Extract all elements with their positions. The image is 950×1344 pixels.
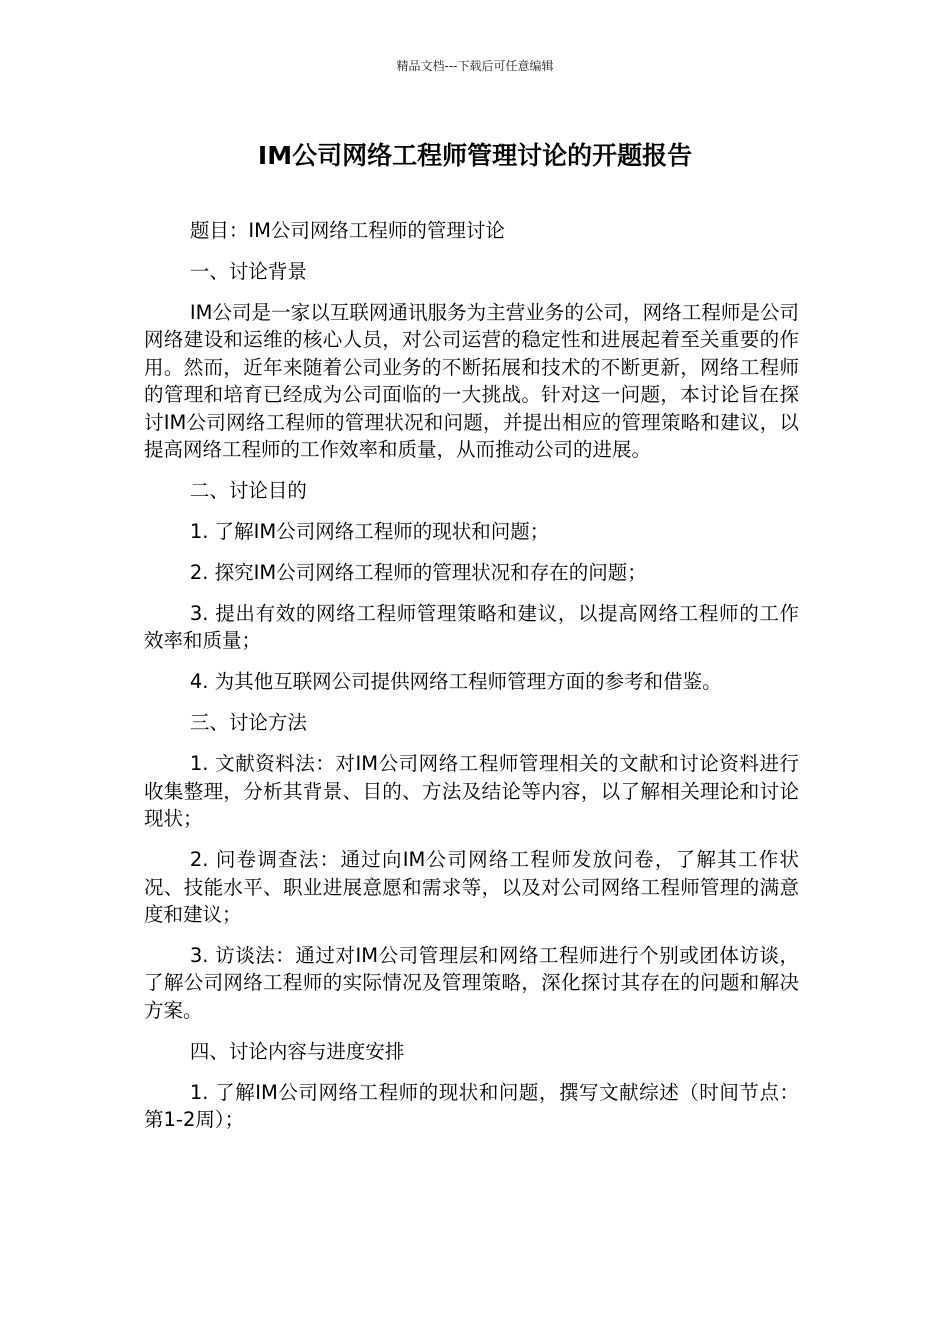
header-note: 精品文档---下载后可任意编辑: [396, 59, 554, 73]
background-paragraph: IM公司是一家以互联网通讯服务为主营业务的公司，网络工程师是公司网络建设和运维的核心人员，对公司运营的稳定性和进展起着至关重要的作用。然而，近年来随着公司业务的不断拓展和技术的不断更新，网络工程师的管理和培育已经成为公司面临的一大挑战。针对这一问题，本讨论旨在探讨IM公司网络工程师的管理状况和问题，并提出相应的管理策略和建议，以提高网络工程师的工作效率和质量，从而推动公司的进展。: [144, 301, 799, 462]
purpose-item: 4. 为其他互联网公司提供网络工程师管理方面的参考和借鉴。: [189, 670, 722, 694]
method-item: 1. 文献资料法：对IM公司网络工程师管理相关的文献和讨论资料进行收集整理，分析其背景、目的、方法及结论等内容，以了解相关理论和讨论现状；: [144, 752, 799, 831]
purpose-item: 1. 了解IM公司网络工程师的现状和问题；: [189, 520, 550, 544]
subject-line: 题目：IM公司网络工程师的管理讨论: [189, 219, 505, 242]
document-title: IM公司网络工程师管理讨论的开题报告: [257, 141, 693, 170]
section-heading-background: 一、讨论背景: [189, 260, 307, 283]
section-heading-methods: 三、讨论方法: [189, 711, 307, 735]
section-heading-schedule: 四、讨论内容与进度安排: [189, 1039, 405, 1063]
section-heading-purpose: 二、讨论目的: [189, 479, 307, 503]
purpose-item: 2. 探究IM公司网络工程师的管理状况和存在的问题；: [189, 561, 647, 585]
purpose-item: 3. 提出有效的网络工程师管理策略和建议，以提高网络工程师的工作效率和质量；: [144, 602, 799, 653]
method-item: 2. 问卷调查法：通过向IM公司网络工程师发放问卷，了解其工作状况、技能水平、职业进展意愿和需求等，以及对公司网络工程师管理的满意度和建议；: [144, 848, 799, 927]
schedule-item: 1. 了解IM公司网络工程师的现状和问题，撰写文献综述（时间节点：第1-2周）；: [144, 1080, 799, 1132]
method-item: 3. 访谈法：通过对IM公司管理层和网络工程师进行个别或团体访谈，了解公司网络工程师的实际情况及管理策略，深化探讨其存在的问题和解决方案。: [144, 944, 799, 1022]
document-body: [144, 217, 799, 1147]
